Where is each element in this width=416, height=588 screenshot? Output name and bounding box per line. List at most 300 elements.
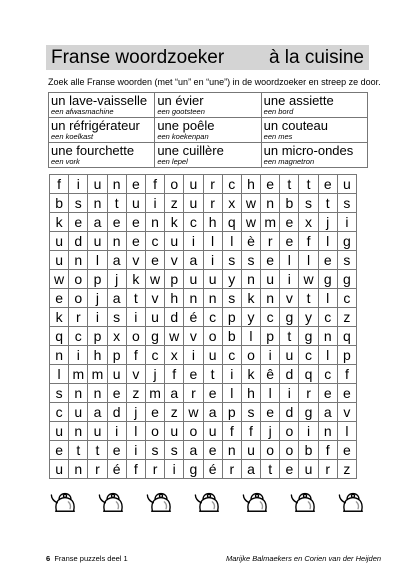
grid-cell[interactable]: e [280, 232, 299, 251]
grid-cell[interactable]: l [126, 422, 145, 441]
grid-cell[interactable]: i [184, 232, 203, 251]
word-cell [155, 143, 261, 168]
word-cell [261, 118, 367, 143]
grid-cell[interactable]: r [299, 384, 318, 403]
grid-cell[interactable]: e [203, 384, 222, 403]
grid-cell[interactable]: w [145, 270, 164, 289]
grid-cell[interactable]: e [107, 441, 126, 460]
kettle-icon [96, 484, 130, 518]
grid-cell[interactable]: a [88, 213, 107, 232]
grid-cell[interactable]: p [165, 270, 184, 289]
grid-cell[interactable]: c [337, 289, 356, 308]
grid-cell[interactable]: u [337, 175, 356, 194]
grid-cell[interactable]: k [50, 308, 69, 327]
grid-cell[interactable]: b [50, 194, 69, 213]
grid-cell[interactable]: g [145, 327, 164, 346]
word-list-table [48, 92, 368, 168]
grid-cell[interactable]: w [165, 327, 184, 346]
dutch-translation: een bord [263, 107, 294, 116]
grid-cell[interactable]: e [337, 441, 356, 460]
grid-cell[interactable]: t [88, 441, 107, 460]
grid-cell[interactable]: p [261, 327, 280, 346]
grid-cell[interactable]: u [203, 346, 222, 365]
grid-cell[interactable]: s [69, 194, 88, 213]
grid-cell[interactable]: d [165, 308, 184, 327]
grid-cell[interactable]: i [88, 308, 107, 327]
grid-cell[interactable]: b [280, 194, 299, 213]
grid-cell[interactable]: é [184, 308, 203, 327]
grid-cell[interactable]: s [222, 289, 241, 308]
grid-cell[interactable]: u [203, 422, 222, 441]
grid-cell[interactable]: u [241, 441, 260, 460]
grid-cell[interactable]: t [107, 194, 126, 213]
grid-cell[interactable]: o [184, 422, 203, 441]
word-list-row [49, 118, 368, 143]
grid-cell[interactable]: f [145, 175, 164, 194]
grid-cell[interactable]: n [318, 422, 337, 441]
grid-cell[interactable]: l [318, 346, 337, 365]
grid-cell[interactable]: o [280, 441, 299, 460]
grid-cell[interactable]: u [88, 232, 107, 251]
grid-cell[interactable]: i [222, 365, 241, 384]
grid-cell[interactable]: z [165, 403, 184, 422]
grid-cell[interactable]: t [280, 327, 299, 346]
grid-cell[interactable]: l [318, 232, 337, 251]
grid-cell[interactable]: l [241, 327, 260, 346]
grid-cell[interactable]: o [261, 441, 280, 460]
grid-cell[interactable]: w [241, 213, 260, 232]
grid-cell[interactable]: n [222, 441, 241, 460]
grid-cell[interactable]: n [107, 232, 126, 251]
grid-cell[interactable]: o [69, 270, 88, 289]
grid-cell[interactable]: s [165, 441, 184, 460]
grid-cell[interactable]: a [203, 403, 222, 422]
grid-cell[interactable]: u [184, 194, 203, 213]
word-cell [261, 93, 367, 118]
grid-cell[interactable]: n [88, 194, 107, 213]
grid-cell[interactable]: é [203, 460, 222, 479]
grid-cell[interactable]: s [337, 194, 356, 213]
grid-cell[interactable]: i [69, 175, 88, 194]
grid-cell[interactable]: r [222, 460, 241, 479]
grid-cell[interactable]: i [203, 251, 222, 270]
grid-row [50, 365, 357, 384]
grid-row [50, 441, 357, 460]
grid-cell[interactable]: w [184, 403, 203, 422]
grid-cell[interactable]: c [318, 308, 337, 327]
grid-cell[interactable]: e [145, 403, 164, 422]
grid-cell[interactable]: f [126, 460, 145, 479]
grid-row [50, 175, 357, 194]
grid-cell[interactable]: t [299, 175, 318, 194]
grid-cell[interactable]: c [145, 232, 164, 251]
grid-cell[interactable]: h [241, 175, 260, 194]
dutch-translation: een magnetron [263, 157, 315, 166]
grid-cell[interactable]: l [261, 384, 280, 403]
page-title: Franse woordzoeker [51, 47, 225, 68]
grid-cell[interactable]: n [261, 289, 280, 308]
grid-cell[interactable]: m [88, 365, 107, 384]
grid-cell[interactable]: a [184, 251, 203, 270]
grid-cell[interactable]: j [261, 422, 280, 441]
grid-cell[interactable]: u [280, 346, 299, 365]
grid-cell[interactable]: a [165, 384, 184, 403]
grid-cell[interactable]: t [203, 365, 222, 384]
grid-cell[interactable]: e [318, 251, 337, 270]
grid-cell[interactable]: o [165, 175, 184, 194]
word-list-row [49, 143, 368, 168]
french-word: un évier [157, 93, 204, 108]
grid-cell[interactable]: y [222, 270, 241, 289]
grid-cell[interactable]: f [126, 346, 145, 365]
french-word: une fourchette [51, 143, 135, 158]
grid-cell[interactable]: e [107, 213, 126, 232]
word-cell [155, 93, 261, 118]
grid-cell[interactable]: o [145, 422, 164, 441]
grid-cell[interactable]: u [165, 422, 184, 441]
grid-cell[interactable]: i [126, 441, 145, 460]
grid-cell[interactable]: e [107, 384, 126, 403]
french-word: un lave-vaisselle [51, 93, 148, 108]
grid-cell[interactable]: a [107, 251, 126, 270]
grid-cell[interactable]: r [318, 460, 337, 479]
word-cell [49, 143, 155, 168]
grid-cell[interactable]: l [280, 251, 299, 270]
grid-cell[interactable]: s [222, 251, 241, 270]
grid-cell[interactable]: c [184, 213, 203, 232]
grid-cell[interactable]: v [145, 289, 164, 308]
grid-cell[interactable]: s [107, 308, 126, 327]
grid-cell[interactable]: u [145, 308, 164, 327]
grid-cell[interactable]: r [203, 194, 222, 213]
grid-cell[interactable]: i [145, 194, 164, 213]
grid-cell[interactable]: é [107, 460, 126, 479]
grid-cell[interactable]: n [241, 270, 260, 289]
grid-cell[interactable]: j [88, 289, 107, 308]
grid-cell[interactable]: x [299, 213, 318, 232]
grid-cell[interactable]: a [107, 289, 126, 308]
grid-cell[interactable]: u [107, 365, 126, 384]
grid-cell[interactable]: n [203, 289, 222, 308]
grid-cell[interactable]: a [88, 403, 107, 422]
grid-row [50, 308, 357, 327]
grid-cell[interactable]: r [69, 308, 88, 327]
grid-cell[interactable]: i [280, 384, 299, 403]
grid-cell[interactable]: i [69, 346, 88, 365]
grid-cell[interactable]: u [50, 422, 69, 441]
grid-cell[interactable]: v [126, 251, 145, 270]
grid-cell[interactable]: b [299, 441, 318, 460]
grid-cell[interactable]: p [337, 346, 356, 365]
grid-cell[interactable]: q [222, 213, 241, 232]
grid-cell[interactable]: e [337, 384, 356, 403]
grid-cell[interactable]: m [261, 213, 280, 232]
kettle-icon [240, 484, 274, 518]
grid-cell[interactable]: c [222, 175, 241, 194]
grid-cell[interactable]: l [222, 384, 241, 403]
grid-cell[interactable]: m [69, 365, 88, 384]
grid-cell[interactable]: v [280, 289, 299, 308]
grid-cell[interactable]: u [50, 251, 69, 270]
word-cell [49, 93, 155, 118]
grid-cell[interactable]: x [165, 346, 184, 365]
grid-cell[interactable]: r [203, 175, 222, 194]
grid-cell[interactable]: z [165, 194, 184, 213]
grid-cell[interactable]: e [50, 289, 69, 308]
grid-cell[interactable]: p [222, 308, 241, 327]
grid-cell[interactable]: p [88, 270, 107, 289]
grid-cell[interactable]: e [318, 384, 337, 403]
grid-cell[interactable]: e [145, 251, 164, 270]
grid-cell[interactable]: x [107, 327, 126, 346]
grid-cell[interactable]: u [184, 175, 203, 194]
grid-cell[interactable]: l [203, 232, 222, 251]
grid-cell[interactable]: l [337, 422, 356, 441]
grid-cell[interactable]: k [165, 213, 184, 232]
grid-cell[interactable]: s [145, 441, 164, 460]
grid-cell[interactable]: e [261, 175, 280, 194]
grid-cell[interactable]: f [299, 232, 318, 251]
grid-cell[interactable]: h [203, 213, 222, 232]
grid-cell[interactable]: u [69, 403, 88, 422]
grid-row [50, 403, 357, 422]
grid-row [50, 327, 357, 346]
grid-cell[interactable]: k [126, 270, 145, 289]
grid-cell[interactable]: i [337, 213, 356, 232]
grid-cell[interactable]: p [107, 346, 126, 365]
grid-cell[interactable]: x [222, 194, 241, 213]
grid-cell[interactable]: p [222, 403, 241, 422]
grid-cell[interactable]: w [241, 194, 260, 213]
grid-cell[interactable]: f [337, 365, 356, 384]
grid-cell[interactable]: z [337, 308, 356, 327]
grid-cell[interactable]: u [184, 270, 203, 289]
grid-cell[interactable]: f [318, 441, 337, 460]
grid-cell[interactable]: e [126, 232, 145, 251]
grid-cell[interactable]: ê [261, 365, 280, 384]
french-word: une assiette [263, 93, 334, 108]
grid-cell[interactable]: h [165, 289, 184, 308]
grid-cell[interactable]: c [299, 346, 318, 365]
grid-cell[interactable]: d [280, 403, 299, 422]
grid-cell[interactable]: r [261, 232, 280, 251]
grid-cell[interactable]: f [241, 422, 260, 441]
grid-cell[interactable]: c [145, 346, 164, 365]
instruction-text: Zoek alle Franse woorden (met “un” en “une”) in de woordzoeker en streep ze door. [48, 77, 381, 87]
grid-cell[interactable]: d [107, 403, 126, 422]
grid-cell[interactable]: v [126, 365, 145, 384]
grid-cell[interactable]: c [69, 327, 88, 346]
grid-cell[interactable]: v [337, 403, 356, 422]
grid-cell[interactable]: y [241, 308, 260, 327]
grid-cell[interactable]: q [299, 365, 318, 384]
grid-cell[interactable]: e [50, 441, 69, 460]
grid-cell[interactable]: l [50, 365, 69, 384]
grid-cell[interactable]: y [299, 308, 318, 327]
grid-cell[interactable]: g [299, 403, 318, 422]
grid-row [50, 194, 357, 213]
grid-cell[interactable]: t [318, 194, 337, 213]
grid-cell[interactable]: p [88, 327, 107, 346]
book-title: Franse puzzels deel 1 [54, 554, 128, 563]
grid-cell[interactable]: j [145, 365, 164, 384]
grid-cell[interactable]: i [126, 308, 145, 327]
grid-cell[interactable]: f [50, 175, 69, 194]
grid-cell[interactable]: r [88, 460, 107, 479]
dutch-translation: een afwasmachine [51, 107, 114, 116]
grid-cell[interactable]: c [318, 365, 337, 384]
grid-cell[interactable]: u [88, 175, 107, 194]
grid-cell[interactable]: e [318, 175, 337, 194]
grid-cell[interactable]: j [107, 270, 126, 289]
page-subtitle: à la cuisine [268, 47, 364, 68]
grid-cell[interactable]: h [88, 346, 107, 365]
grid-cell[interactable]: f [165, 365, 184, 384]
grid-cell[interactable]: n [69, 460, 88, 479]
grid-cell[interactable]: g [299, 327, 318, 346]
grid-cell[interactable]: n [145, 213, 164, 232]
grid-cell[interactable]: c [222, 346, 241, 365]
grid-cell[interactable]: n [69, 384, 88, 403]
grid-cell[interactable]: v [184, 327, 203, 346]
french-word: une cuillère [157, 143, 224, 158]
grid-cell[interactable]: u [261, 270, 280, 289]
grid-cell[interactable]: t [299, 289, 318, 308]
grid-cell[interactable]: n [107, 175, 126, 194]
grid-cell[interactable]: k [241, 289, 260, 308]
grid-cell[interactable]: o [241, 346, 260, 365]
dutch-translation: een lepel [157, 157, 188, 166]
grid-cell[interactable]: m [145, 384, 164, 403]
grid-cell[interactable]: u [50, 460, 69, 479]
grid-cell[interactable]: q [337, 327, 356, 346]
word-cell [49, 118, 155, 143]
grid-cell[interactable]: s [50, 384, 69, 403]
kettle-icon [48, 484, 82, 518]
grid-cell[interactable]: w [50, 270, 69, 289]
grid-cell[interactable]: e [126, 213, 145, 232]
grid-cell[interactable]: z [337, 460, 356, 479]
grid-cell[interactable]: u [165, 232, 184, 251]
grid-cell[interactable]: a [318, 403, 337, 422]
grid-cell[interactable]: c [203, 308, 222, 327]
grid-cell[interactable]: u [299, 460, 318, 479]
kettle-icon [336, 484, 370, 518]
grid-cell[interactable]: s [299, 194, 318, 213]
grid-cell[interactable]: n [88, 384, 107, 403]
grid-cell[interactable]: e [280, 213, 299, 232]
grid-cell[interactable]: a [184, 441, 203, 460]
grid-cell[interactable]: s [337, 251, 356, 270]
grid-cell[interactable]: n [69, 422, 88, 441]
grid-cell[interactable]: n [261, 194, 280, 213]
grid-cell[interactable]: w [299, 270, 318, 289]
word-search-grid [49, 174, 357, 479]
grid-cell[interactable]: d [69, 232, 88, 251]
grid-cell[interactable]: z [126, 384, 145, 403]
grid-cell[interactable]: g [280, 308, 299, 327]
dutch-translation: een vork [51, 157, 80, 166]
grid-cell[interactable]: n [69, 251, 88, 270]
grid-cell[interactable]: i [280, 270, 299, 289]
grid-cell[interactable]: n [318, 327, 337, 346]
grid-cell[interactable]: k [241, 365, 260, 384]
kettle-decoration-row [48, 484, 370, 518]
grid-cell[interactable]: i [299, 422, 318, 441]
kettle-icon [144, 484, 178, 518]
grid-cell[interactable]: o [126, 327, 145, 346]
grid-cell[interactable]: è [241, 232, 260, 251]
grid-cell[interactable]: l [222, 232, 241, 251]
grid-cell[interactable]: c [261, 308, 280, 327]
grid-cell[interactable]: s [241, 251, 260, 270]
grid-cell[interactable]: r [184, 384, 203, 403]
grid-cell[interactable]: e [261, 403, 280, 422]
grid-cell[interactable]: e [184, 365, 203, 384]
grid-cell[interactable]: b [222, 327, 241, 346]
grid-cell[interactable]: c [50, 403, 69, 422]
grid-cell[interactable]: e [280, 460, 299, 479]
grid-cell[interactable]: e [69, 213, 88, 232]
word-cell [261, 143, 367, 168]
grid-cell[interactable]: d [280, 365, 299, 384]
grid-cell[interactable]: g [184, 460, 203, 479]
grid-cell[interactable]: l [318, 289, 337, 308]
grid-cell[interactable]: u [88, 422, 107, 441]
grid-cell[interactable]: u [126, 194, 145, 213]
grid-cell[interactable]: t [280, 175, 299, 194]
grid-cell[interactable]: l [299, 251, 318, 270]
grid-cell[interactable]: r [145, 460, 164, 479]
grid-cell[interactable]: e [261, 251, 280, 270]
grid-cell[interactable]: t [69, 441, 88, 460]
grid-cell[interactable]: h [241, 384, 260, 403]
grid-row [50, 232, 357, 251]
grid-cell[interactable]: n [184, 289, 203, 308]
grid-cell[interactable]: t [261, 460, 280, 479]
grid-cell[interactable]: v [165, 251, 184, 270]
grid-cell[interactable]: j [126, 403, 145, 422]
french-word: un micro-ondes [263, 143, 354, 158]
grid-cell[interactable]: i [107, 422, 126, 441]
grid-cell[interactable]: g [337, 270, 356, 289]
french-word: un réfrigérateur [51, 118, 140, 133]
grid-cell[interactable]: o [280, 422, 299, 441]
grid-cell[interactable]: u [50, 232, 69, 251]
grid-cell[interactable]: u [203, 270, 222, 289]
grid-cell[interactable]: j [318, 213, 337, 232]
grid-cell[interactable]: i [165, 460, 184, 479]
grid-cell[interactable]: o [203, 327, 222, 346]
grid-cell[interactable]: o [69, 289, 88, 308]
grid-cell[interactable]: q [50, 327, 69, 346]
grid-cell[interactable]: e [126, 175, 145, 194]
page-number: 6 [46, 554, 51, 563]
grid-row [50, 213, 357, 232]
grid-cell[interactable]: e [203, 441, 222, 460]
grid-cell[interactable]: l [88, 251, 107, 270]
grid-cell[interactable]: n [50, 346, 69, 365]
grid-cell[interactable]: i [261, 346, 280, 365]
grid-cell[interactable]: t [126, 289, 145, 308]
grid-cell[interactable]: i [184, 346, 203, 365]
grid-cell[interactable]: s [241, 403, 260, 422]
grid-cell[interactable]: g [318, 270, 337, 289]
grid-cell[interactable]: a [241, 460, 260, 479]
grid-cell[interactable]: f [222, 422, 241, 441]
grid-cell[interactable]: k [50, 213, 69, 232]
grid-cell[interactable]: g [337, 232, 356, 251]
